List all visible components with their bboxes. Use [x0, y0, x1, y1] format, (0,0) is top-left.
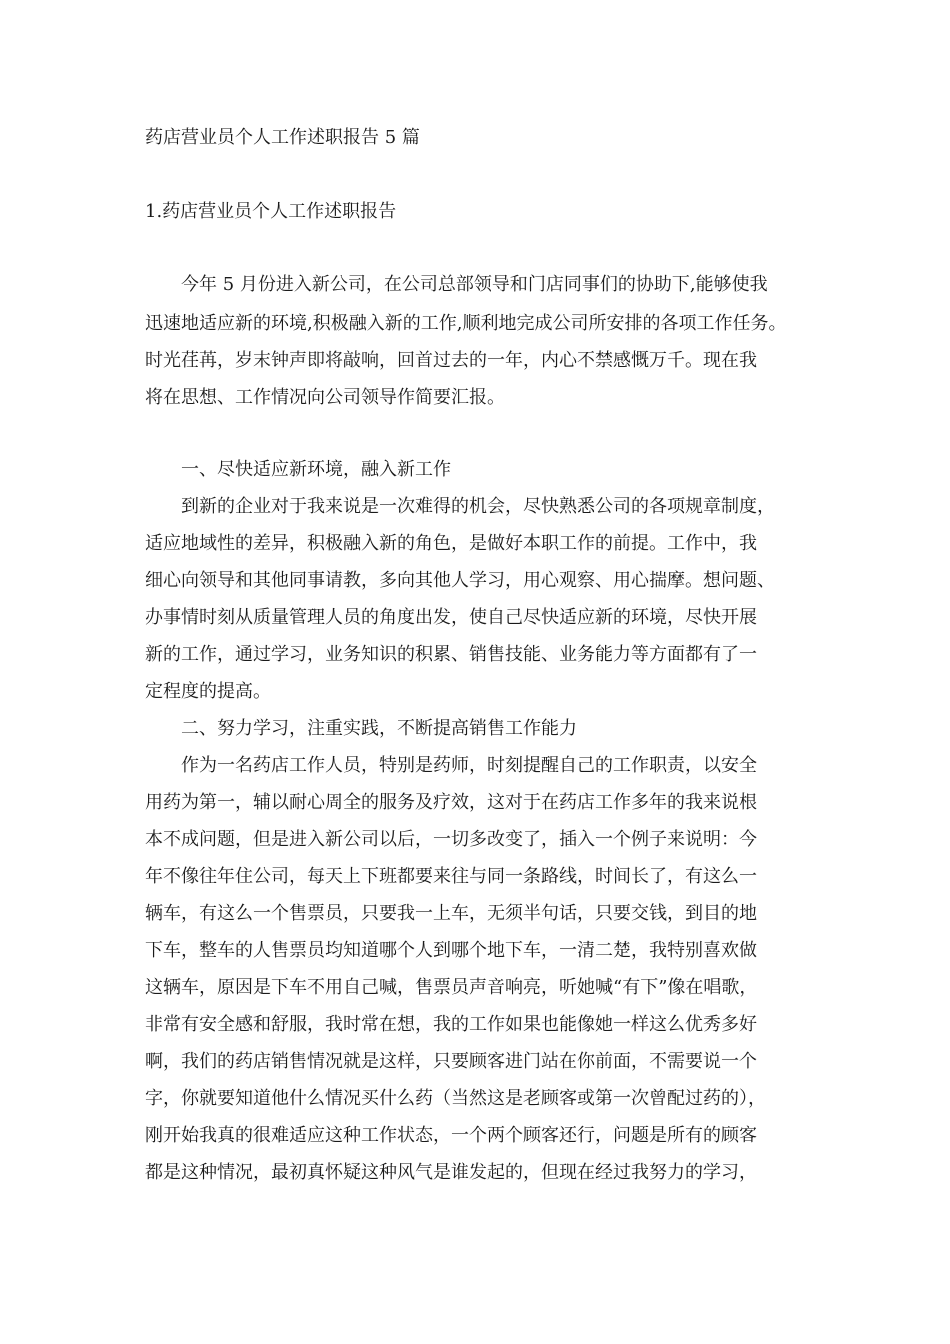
paragraph-line: 办事情时刻从质量管理人员的角度出发，使自己尽快适应新的环境，尽快开展: [145, 607, 757, 628]
paragraph-line: 到新的企业对于我来说是一次难得的机会，尽快熟悉公司的各项规章制度，: [181, 496, 775, 517]
paragraph-line: 迅速地适应新的环境,积极融入新的工作,顺利地完成公司所安排的各项工作任务。: [145, 313, 787, 334]
paragraph-line: 啊，我们的药店销售情况就是这样，只要顾客进门站在你前面，不需要说一个: [145, 1051, 757, 1072]
paragraph-line: 定程度的提高。: [145, 681, 271, 702]
heading-line: 二、努力学习，注重实践，不断提高销售工作能力: [181, 718, 577, 739]
paragraph-line: 新的工作，通过学习，业务知识的积累、销售技能、业务能力等方面都有了一: [145, 644, 757, 665]
document-title: 药店营业员个人工作述职报告 5 篇: [145, 127, 420, 148]
paragraph-line: 年不像往年住公司，每天上下班都要来往与同一条路线，时间长了，有这么一: [145, 866, 757, 887]
paragraph-line: 本不成问题，但是进入新公司以后，一切多改变了，插入一个例子来说明：今: [145, 829, 757, 850]
paragraph-line: 字，你就要知道他什么情况买什么药（当然这是老顾客或第一次曾配过药的），: [145, 1088, 766, 1109]
paragraph-line: 将在思想、工作情况向公司领导作简要汇报。: [145, 387, 505, 408]
paragraph-line: 今年 5 月份进入新公司，在公司总部领导和门店同事们的协助下,能够使我: [181, 274, 768, 295]
paragraph-line: 细心向领导和其他同事请教，多向其他人学习，用心观察、用心揣摩。想问题、: [145, 570, 775, 591]
paragraph-line: 时光荏苒，岁末钟声即将敲响，回首过去的一年，内心不禁感慨万千。现在我: [145, 350, 757, 371]
heading-line: 一、尽快适应新环境，融入新工作: [181, 459, 451, 480]
paragraph-line: 非常有安全感和舒服，我时常在想，我的工作如果也能像她一样这么优秀多好: [145, 1014, 757, 1035]
paragraph-line: 用药为第一，辅以耐心周全的服务及疗效，这对于在药店工作多年的我来说根: [145, 792, 757, 813]
paragraph-line: 这辆车，原因是下车不用自己喊，售票员声音响亮，听她喊“有下”像在唱歌，: [145, 977, 758, 998]
paragraph-line: 下车，整车的人售票员均知道哪个人到哪个地下车，一清二楚，我特别喜欢做: [145, 940, 757, 961]
paragraph-line: 都是这种情况，最初真怀疑这种风气是谁发起的，但现在经过我努力的学习，: [145, 1162, 757, 1183]
paragraph-line: 辆车，有这么一个售票员，只要我一上车，无须半句话，只要交钱，到目的地: [145, 903, 757, 924]
section-title: 1.药店营业员个人工作述职报告: [145, 201, 397, 222]
paragraph-line: 刚开始我真的很难适应这种工作状态，一个两个顾客还行，问题是所有的顾客: [145, 1125, 757, 1146]
paragraph-line: 作为一名药店工作人员，特别是药师，时刻提醒自己的工作职责，以安全: [181, 755, 757, 776]
paragraph-line: 适应地域性的差异，积极融入新的角色，是做好本职工作的前提。工作中，我: [145, 533, 757, 554]
